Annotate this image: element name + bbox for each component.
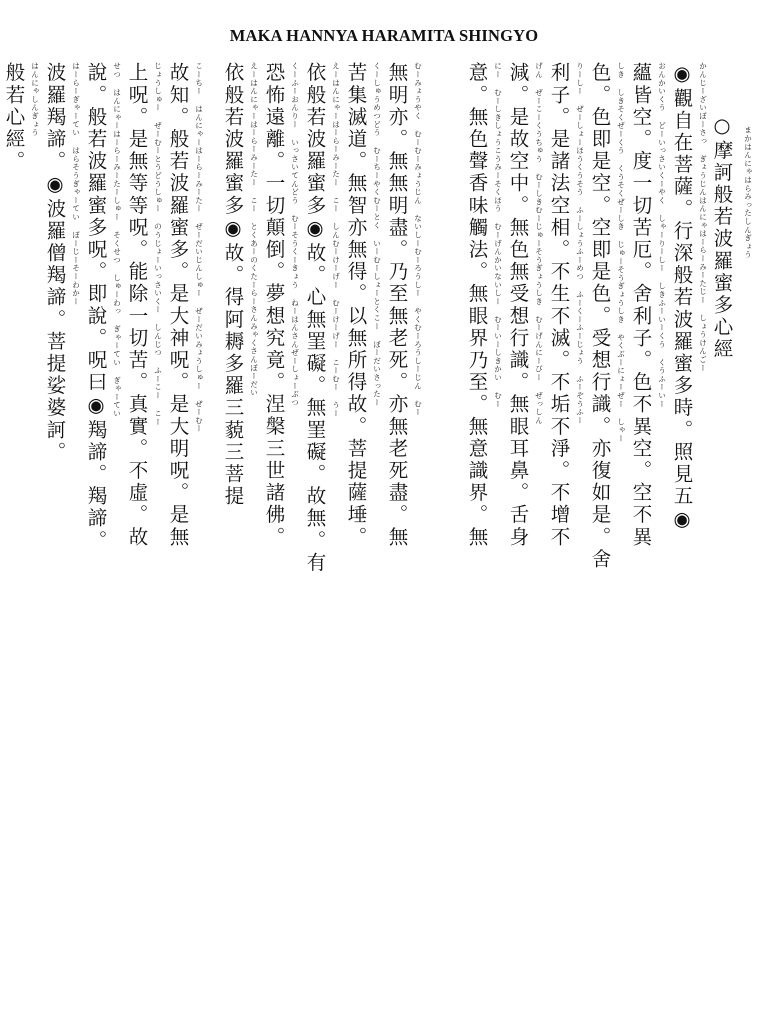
sutra-column: 色。色即是空。空即是色。受想行識。亦復如是。舍 xyxy=(588,62,612,571)
furigana-column: せつ はんにゃーはーらーみーたーしゅー そくせつ しゅーわっ ぎゃーてい ぎゃーてい xyxy=(112,62,122,418)
furigana-column: えーはんにゃーはーらーみーたー こー とくあーのくたーらーさんみゃくさんぼーだい xyxy=(249,62,259,397)
sutra-column: 波羅羯諦。◉波羅僧羯諦。菩提娑婆訶。 xyxy=(43,62,67,464)
sutra-text-block xyxy=(0,62,768,574)
furigana-column: くーしゅうめつどう むーちーやくむーとく いーむーしょーとくこー ぼーだいさったー xyxy=(372,62,382,407)
sutra-column: 依般若波羅蜜多◉故。心無罣礙。無罣礙。故無。有 xyxy=(303,62,327,574)
sutra-column: 無明亦。無無明盡。乃至無老死。亦無老死盡。無 xyxy=(385,62,409,549)
furigana-column: はーらーぎゃーてい はらそうぎゃーてい ぼーじーそーわかー xyxy=(71,62,81,306)
furigana-column: かんじーざいぼーさっ ぎょうじんはんにゃはーらーみーたじー しょうけんごー xyxy=(698,62,708,372)
furigana-column: じょうしゅー ぜーむーとうどうしゅー のうじょーいっさいくー しんじつ ふーこー こー xyxy=(153,62,163,426)
furigana-column: しき しきそくぜーくう くうそくぜーしき じゅーそうぎょうしき やくぶーにょーぜー しゃー xyxy=(616,62,626,443)
page-title: MAKA HANNYA HARAMITA SHINGYO xyxy=(229,26,539,45)
furigana-column: えーはんにゃーはーらーみーたー こー しんむーけーげー むーけーげー こーむー うー xyxy=(331,62,341,418)
sutra-column: 意。無色聲香味觸法。無眼界乃至。無意識界。無 xyxy=(465,62,489,549)
sutra-column: 減。是故空中。無色無受想行識。無眼耳鼻。舌身 xyxy=(506,62,530,549)
furigana-column: おんかいくう どーいっさいくーやく しゃーりーしー しきふーいーくう くうふーいー xyxy=(657,62,667,408)
sutra-column: 故知。般若波羅蜜多。是大神呪。是大明呪。是無 xyxy=(166,62,190,549)
sutra-column: 般若心經。 xyxy=(2,62,26,173)
furigana-column: げん ぜーこーくうちゅう むーしきむーじゅーそうぎょうしき むーげんにーびー ぜっしん xyxy=(534,62,544,425)
furigana-column: にー むーしきしょうこうみーそくほう むーげんかいないしー むーいーしきかい むー xyxy=(493,62,503,408)
sutra-column: 利子。是諸法空相。不生不滅。不垢不淨。不增不 xyxy=(547,62,571,549)
furigana-column: こーちー はんにゃーはーらーみーたー ぜーだいじんしゅー ぜーだいみょうしゅー ぜーむー xyxy=(194,62,204,433)
sutra-column: 苦集滅道。無智亦無得。以無所得故。菩提薩埵。 xyxy=(344,62,368,549)
furigana-column: くーふーおんりー いっさいてんどう むーそうくーきょう ねーはんさんぜーしょーぶつ xyxy=(290,62,300,407)
furigana-column: りーしー ぜーしょーほうくうそう ふーしょうふーめつ ふーくーふーじょう ふーぞうふー xyxy=(575,62,585,425)
sutra-column: 依般若波羅蜜多◉故。得阿耨多羅三藐三菩提 xyxy=(221,62,245,508)
sutra-column: 說。般若波羅蜜多呪。即說。呪曰◉羯諦。羯諦。 xyxy=(84,62,108,552)
sutra-column: ◉觀自在菩薩。行深般若波羅蜜多時。照見五◉ xyxy=(670,62,694,534)
sutra-column: 恐怖遠離。一切顛倒。夢想究竟。涅槃三世諸佛。 xyxy=(262,62,286,549)
sutra-column: ○摩訶般若波羅蜜多心經 xyxy=(710,114,734,361)
furigana-column: まかはんにゃはらみったしんぎょう xyxy=(743,126,753,259)
sutra-column: 上呪。是無等等呪。能除一切苦。真實。不虛。故 xyxy=(125,62,149,549)
furigana-column: むーみょうやく むーむーみょうじん ないしーむーろうしー やくむーろうしーじん むー xyxy=(413,62,423,417)
sutra-column: 蘊皆空。度一切苦厄。舍利子。色不異空。空不異 xyxy=(629,62,653,549)
furigana-column: はんにゃしんぎょう xyxy=(30,62,40,137)
